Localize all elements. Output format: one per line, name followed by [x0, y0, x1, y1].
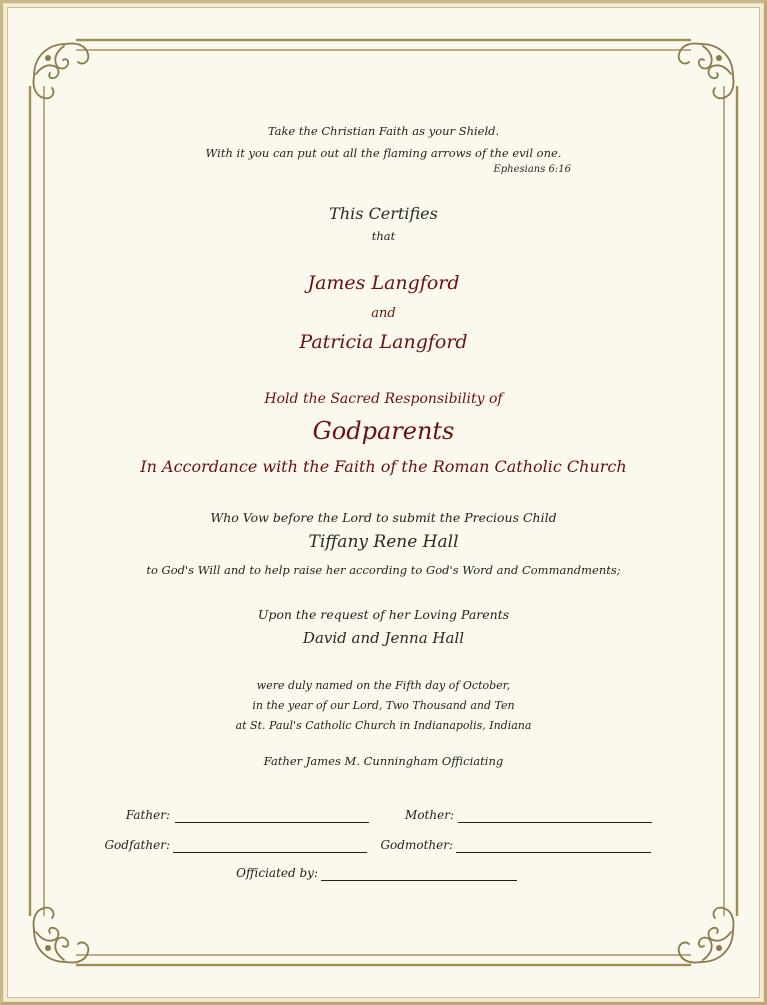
- godmother-label: Godmother:: [380, 838, 453, 852]
- parents-names: David and Jenna Hall: [302, 629, 465, 647]
- verse-reference: Ephesians 6:16: [493, 164, 571, 175]
- godmother-signature-line: [456, 852, 651, 853]
- godfather-label: Godfather:: [104, 838, 170, 852]
- and-conjunction: and: [371, 306, 396, 321]
- child-purpose: to God's Will and to help raise her according to God's Word and Commandments;: [146, 563, 621, 577]
- verse-line-2: With it you can put out all the flaming arrows of the evil one.: [205, 146, 562, 160]
- ceremony-date: were duly named on the Fifth day of October,: [256, 679, 511, 692]
- church-accordance: In Accordance with the Faith of the Roman Catholic Church: [140, 457, 627, 476]
- child-name: Tiffany Rene Hall: [308, 532, 459, 552]
- godmother-name: Patricia Langford: [299, 331, 468, 353]
- certifies-heading: This Certifies: [329, 204, 438, 223]
- ceremony-year: in the year of our Lord, Two Thousand and Ten: [252, 699, 515, 712]
- father-label: Father:: [125, 808, 170, 822]
- officiated-by-signature-line: [321, 880, 517, 881]
- officiant: Father James M. Cunningham Officiating: [263, 754, 504, 768]
- mother-label: Mother:: [405, 808, 454, 822]
- sacred-responsibility: Hold the Sacred Responsibility of: [264, 391, 503, 407]
- father-signature-line: [175, 822, 369, 823]
- officiated-by-label: Officiated by:: [236, 866, 318, 880]
- child-intro: Who Vow before the Lord to submit the Precious Child: [210, 510, 557, 525]
- certifies-that: that: [371, 229, 396, 243]
- parents-intro: Upon the request of her Loving Parents: [257, 607, 510, 622]
- godparents-title: Godparents: [312, 417, 455, 445]
- verse-line-1: Take the Christian Faith as your Shield.: [267, 124, 500, 138]
- ceremony-location: at St. Paul's Catholic Church in Indianapolis, Indiana: [235, 719, 532, 732]
- godfather-signature-line: [173, 852, 367, 853]
- godfather-name: James Langford: [307, 272, 460, 294]
- mother-signature-line: [458, 822, 652, 823]
